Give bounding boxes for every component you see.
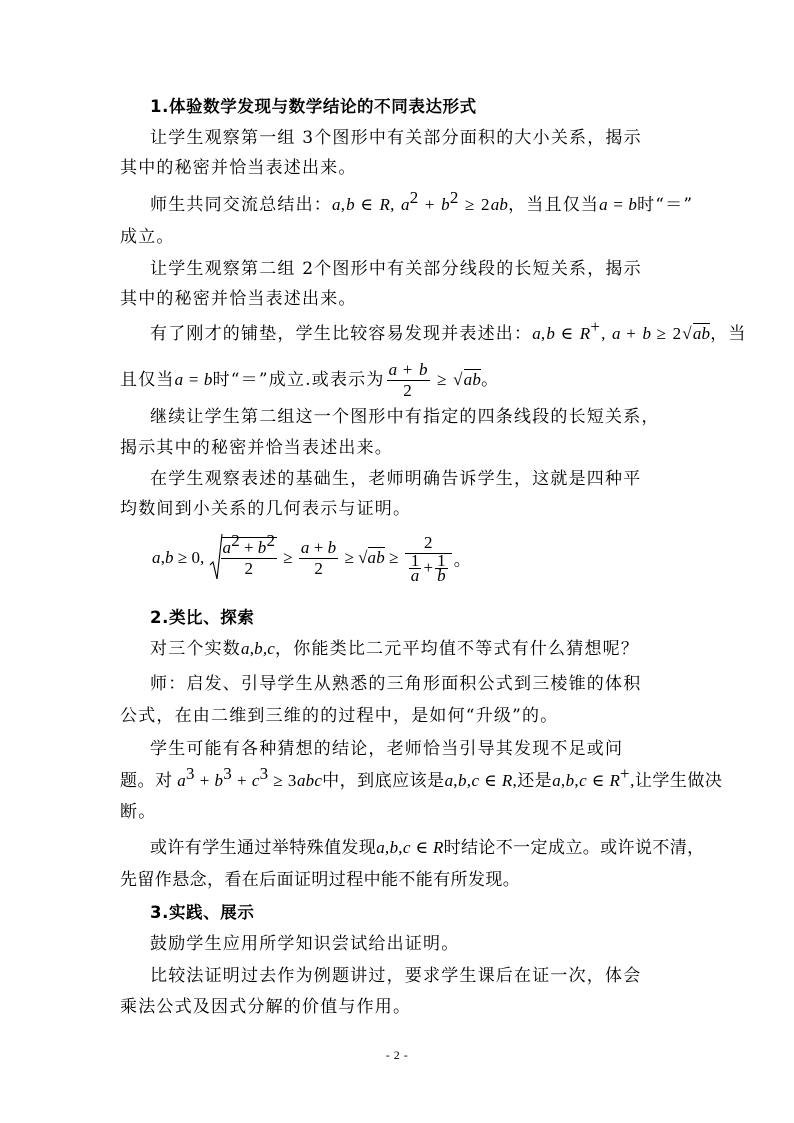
variables: a,b,c [241, 639, 276, 658]
paragraph-line [150, 637, 639, 661]
text-run: 时结论不一定成立。或许说不清， [443, 838, 705, 858]
paragraph-line: 师生共同交流总结出：a,b ∈ R, $a^2 + b^2 \ge 2ab$，当且仅当a = b时“＝” [150, 188, 694, 215]
paragraph-line: 学生可能有各种猜想的结论，老师恰当引导其发现不足或问 [150, 739, 624, 759]
text-run: 中，到底应该是 [322, 771, 445, 791]
paragraph-line: 师：启发、引导学生从熟悉的三角形面积公式到三棱锥的体积 [150, 674, 642, 694]
paragraph-line: 先留作悬念，看在后面证明过程中能不能有所发现。 [120, 870, 521, 890]
harmonic-mean: 2 $\frac{1}{a}$ + $\frac{1}{b}$ [405, 533, 452, 583]
am-gm-formula: a [532, 324, 541, 343]
equality-condition: a = b [599, 195, 638, 214]
paragraph-line: 公式，在由二维到三维的的过程中，是如何“升级”的。 [120, 706, 559, 726]
text-run: ，你能类比二元平均值不等式有什么猜想呢？ [275, 639, 640, 659]
paragraph-line: 让学生观察第一组 3个图形中有关部分面积的大小关系，揭示 [150, 128, 642, 148]
four-means-inequality: a,b ≥ 0, $\frac{a^2 + b^2}{2}$ ≥ $\frac{a + b}{2}$ ≥ √ab ≥ 2 $\frac{1}{a}$ + $\frac{1}{b}$ 。 [152, 531, 471, 585]
paragraph-line: 揭示其中的秘密并恰当表述出来。 [120, 438, 393, 458]
page-number: - 2 - [385, 1048, 409, 1062]
paragraph-line: 比较法证明过去作为例题讲过，要求学生课后在证一次，体会 [150, 966, 642, 986]
inequality-formula: a [332, 195, 341, 214]
paragraph-line: 题。对 $a^3 + b^3 + c^3 \ge 3abc$中，到底应该是a,b,c ∈ R,还是a,b,c ∈ R+,让学生做决 [120, 764, 723, 791]
text-run: 。 [481, 370, 500, 390]
paragraph-line: 其中的秘密并恰当表述出来。 [120, 289, 357, 309]
geometric-mean: ab [367, 548, 385, 567]
equality-condition: a = b [174, 370, 213, 389]
text-run: 让学生做决 [634, 771, 723, 791]
text-run: ，当 [710, 324, 747, 344]
text-run: 时“＝”成立.或表示为 [212, 370, 385, 390]
quadratic-mean: $\frac{a^2 + b^2}{2}$ [222, 531, 275, 578]
text-run: 且仅当 [120, 370, 175, 390]
arithmetic-mean: $\frac{a + b}{2}$ [300, 537, 337, 578]
text-run: 或许有学生通过举特殊值发现 [150, 838, 377, 858]
text-run: 对三个实数 [150, 639, 241, 659]
paragraph-line: 成立。 [120, 227, 175, 247]
paragraph-line: 让学生观察第二组 2个图形中有关部分线段的长短关系，揭示 [150, 259, 642, 279]
section-heading-2: 2.类比、探索 [150, 608, 255, 627]
paragraph-line: 乘法公式及因式分解的价值与作用。 [120, 997, 412, 1017]
paragraph-line: 且仅当a = b时“＝”成立.或表示为 $\frac{a + b}{2}$ ≥ √ab。 [120, 360, 500, 400]
section-heading-3: 3.实践、展示 [150, 903, 255, 922]
paragraph-line: 继续让学生第二组这一个图形中有指定的四条线段的长短关系， [150, 407, 660, 427]
paragraph-line: 断。 [120, 802, 157, 822]
fraction-a-plus-b-over-2: $\frac{a + b}{2}$ [388, 360, 428, 400]
paragraph-line: 在学生观察表述的基础生，老师明确告诉学生，这就是四种平 [150, 469, 642, 489]
text-run: 师生共同交流总结出： [150, 195, 332, 215]
section-heading-1: 1.体验数学发现与数学结论的不同表达形式 [150, 97, 477, 116]
cubic-inequality: a [177, 771, 186, 790]
text-run: 还是 [517, 771, 553, 791]
text-run: 题。对 [120, 771, 173, 791]
paragraph-line: 有了刚才的铺垫，学生比较容易发现并表述出：a,b ∈ R+, a + b ≥ 2√ab，当 [150, 317, 747, 344]
text-run: ，当且仅当 [508, 195, 600, 215]
paragraph-line: 均数间到小关系的几何表示与证明。 [120, 499, 412, 519]
paragraph-line: 其中的秘密并恰当表述出来。 [120, 158, 357, 178]
paragraph-line: 鼓励学生应用所学知识尝试给出证明。 [150, 934, 460, 954]
paragraph-line: 或许有学生通过举特殊值发现a,b,c ∈ R时结论不一定成立。或许说不清， [150, 838, 705, 858]
text-run: 时“＝” [637, 195, 694, 215]
text-run: 有了刚才的铺垫，学生比较容易发现并表述出： [150, 324, 533, 344]
